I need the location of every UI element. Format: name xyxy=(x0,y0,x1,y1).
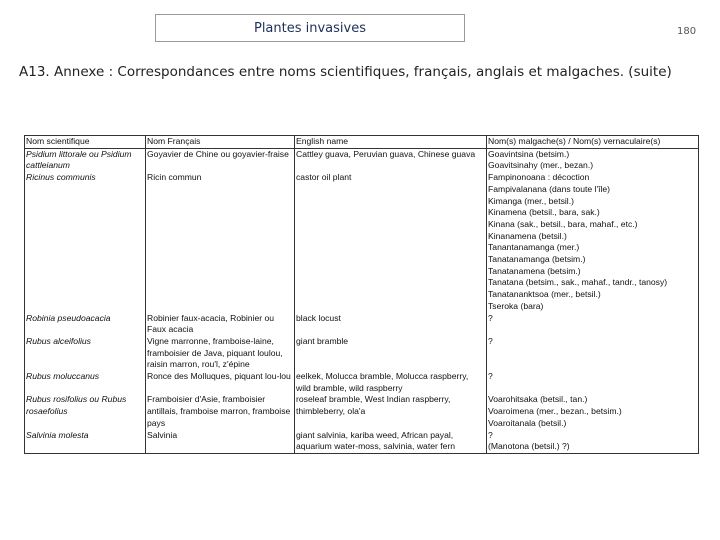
correspondence-table xyxy=(24,135,699,454)
malagasy-name-entry: Goavintsina (betsim.) xyxy=(488,148,570,159)
malagasy-name-entry: Kinanamena (betsil.) xyxy=(488,230,567,241)
cell-scientific-name: Ricinus communis xyxy=(25,172,146,312)
cell-malagasy-names xyxy=(487,394,699,429)
table-row xyxy=(25,394,699,429)
malagasy-name-entry: Voaroimena (mer., bezan., betsim.) xyxy=(488,406,622,417)
cell-english-name: eelkek, Molucca bramble, Molucca raspberry, wild bramble, wild raspberry xyxy=(295,371,487,394)
cell-french-name: Salvinia xyxy=(146,430,295,454)
malagasy-name-entry: Tanantanamanga (mer.) xyxy=(488,242,580,253)
cell-french-name: Ronce des Molluques, piquant lou-lou xyxy=(146,371,295,394)
malagasy-name-entry: (Manotona (betsil.) ?) xyxy=(488,441,570,452)
cell-scientific-name: Rubus rosifolius ou Rubus rosaefolius xyxy=(25,394,146,429)
column-header-french: Nom Français xyxy=(146,136,295,149)
cell-french-name: Goyavier de Chine ou goyavier-fraise xyxy=(146,148,295,172)
column-header-english: English name xyxy=(295,136,487,149)
malagasy-name-entry: Tanatanamena (betsim.) xyxy=(488,265,581,276)
cell-scientific-name: Psidium littorale ou Psidium cattleianum xyxy=(25,148,146,172)
malagasy-name-entry: Kinamena (betsil., bara, sak.) xyxy=(488,207,600,218)
table-row xyxy=(25,172,699,312)
cell-malagasy-names xyxy=(487,172,699,312)
cell-english-name: giant salvinia, kariba weed, African payal, aquarium water-moss, salvinia, water fern xyxy=(295,430,487,454)
table-row xyxy=(25,148,699,172)
malagasy-name-entry: Fampivalanana (dans toute l'île) xyxy=(488,183,611,194)
cell-scientific-name: Rubus alceifolius xyxy=(25,336,146,371)
cell-french-name: Ricin commun xyxy=(146,172,295,312)
cell-english-name: giant bramble xyxy=(295,336,487,371)
cell-scientific-name: Robinia pseudoacacia xyxy=(25,313,146,336)
cell-english-name: black locust xyxy=(295,313,487,336)
malagasy-name-entry: ? xyxy=(488,335,493,346)
cell-malagasy-names xyxy=(487,336,699,371)
malagasy-name-entry: Goavitsinahy (mer., bezan.) xyxy=(488,160,594,171)
malagasy-name-entry: Voaroitanala (betsil.) xyxy=(488,417,567,428)
table-row xyxy=(25,371,699,394)
cell-malagasy-names xyxy=(487,313,699,336)
malagasy-name-entry: ? xyxy=(488,429,493,440)
malagasy-name-entry: Tanatananktsoa (mer., betsil.) xyxy=(488,289,601,300)
column-header-scientific: Nom scientifique xyxy=(25,136,146,149)
malagasy-name-entry: ? xyxy=(488,312,493,323)
page-number: 180 xyxy=(677,26,697,37)
table-row xyxy=(25,313,699,336)
malagasy-name-entry: ? xyxy=(488,371,493,382)
malagasy-name-entry: Tanatanamanga (betsim.) xyxy=(488,254,586,265)
header-title: Plantes invasives xyxy=(253,20,367,36)
cell-english-name: roseleaf bramble, West Indian raspberry, thimbleberry, ola'a xyxy=(295,394,487,429)
cell-scientific-name: Rubus moluccanus xyxy=(25,371,146,394)
cell-french-name: Framboisier d'Asie, framboisier antillais, framboise marron, framboise pays xyxy=(146,394,295,429)
cell-french-name: Robinier faux-acacia, Robinier ou Faux acacia xyxy=(146,313,295,336)
cell-malagasy-names xyxy=(487,430,699,454)
document-header-box xyxy=(155,14,465,42)
table-header-row xyxy=(25,136,699,149)
cell-malagasy-names xyxy=(487,148,699,172)
table-row xyxy=(25,430,699,454)
cell-malagasy-names xyxy=(487,371,699,394)
cell-scientific-name: Salvinia molesta xyxy=(25,430,146,454)
cell-french-name: Vigne marronne, framboise-laine, framboisier de Java, piquant loulou, raisin marron, rou'l, z'épine xyxy=(146,336,295,371)
malagasy-name-entry: Voarohitsaka (betsil., tan.) xyxy=(488,394,588,405)
table-body xyxy=(25,148,699,453)
cell-english-name: castor oil plant xyxy=(295,172,487,312)
malagasy-name-entry: Tseroka (bara) xyxy=(488,300,544,311)
malagasy-name-entry: Fampinonoana : décoction xyxy=(488,172,590,183)
section-title: A13. Annexe : Correspondances entre noms scientifiques, français, anglais et malgaches. (suite) xyxy=(19,64,672,80)
malagasy-name-entry: Kinana (sak., betsil., bara, mahaf., etc.) xyxy=(488,218,638,229)
malagasy-name-entry: Tanatana (betsim., sak., mahaf., tandr., tanosy) xyxy=(488,277,668,288)
column-header-malagasy: Nom(s) malgache(s) / Nom(s) vernaculaire(s) xyxy=(487,136,699,149)
table-row xyxy=(25,336,699,371)
malagasy-name-entry: Kimanga (mer., betsil.) xyxy=(488,195,574,206)
cell-english-name: Cattley guava, Peruvian guava, Chinese guava xyxy=(295,148,487,172)
